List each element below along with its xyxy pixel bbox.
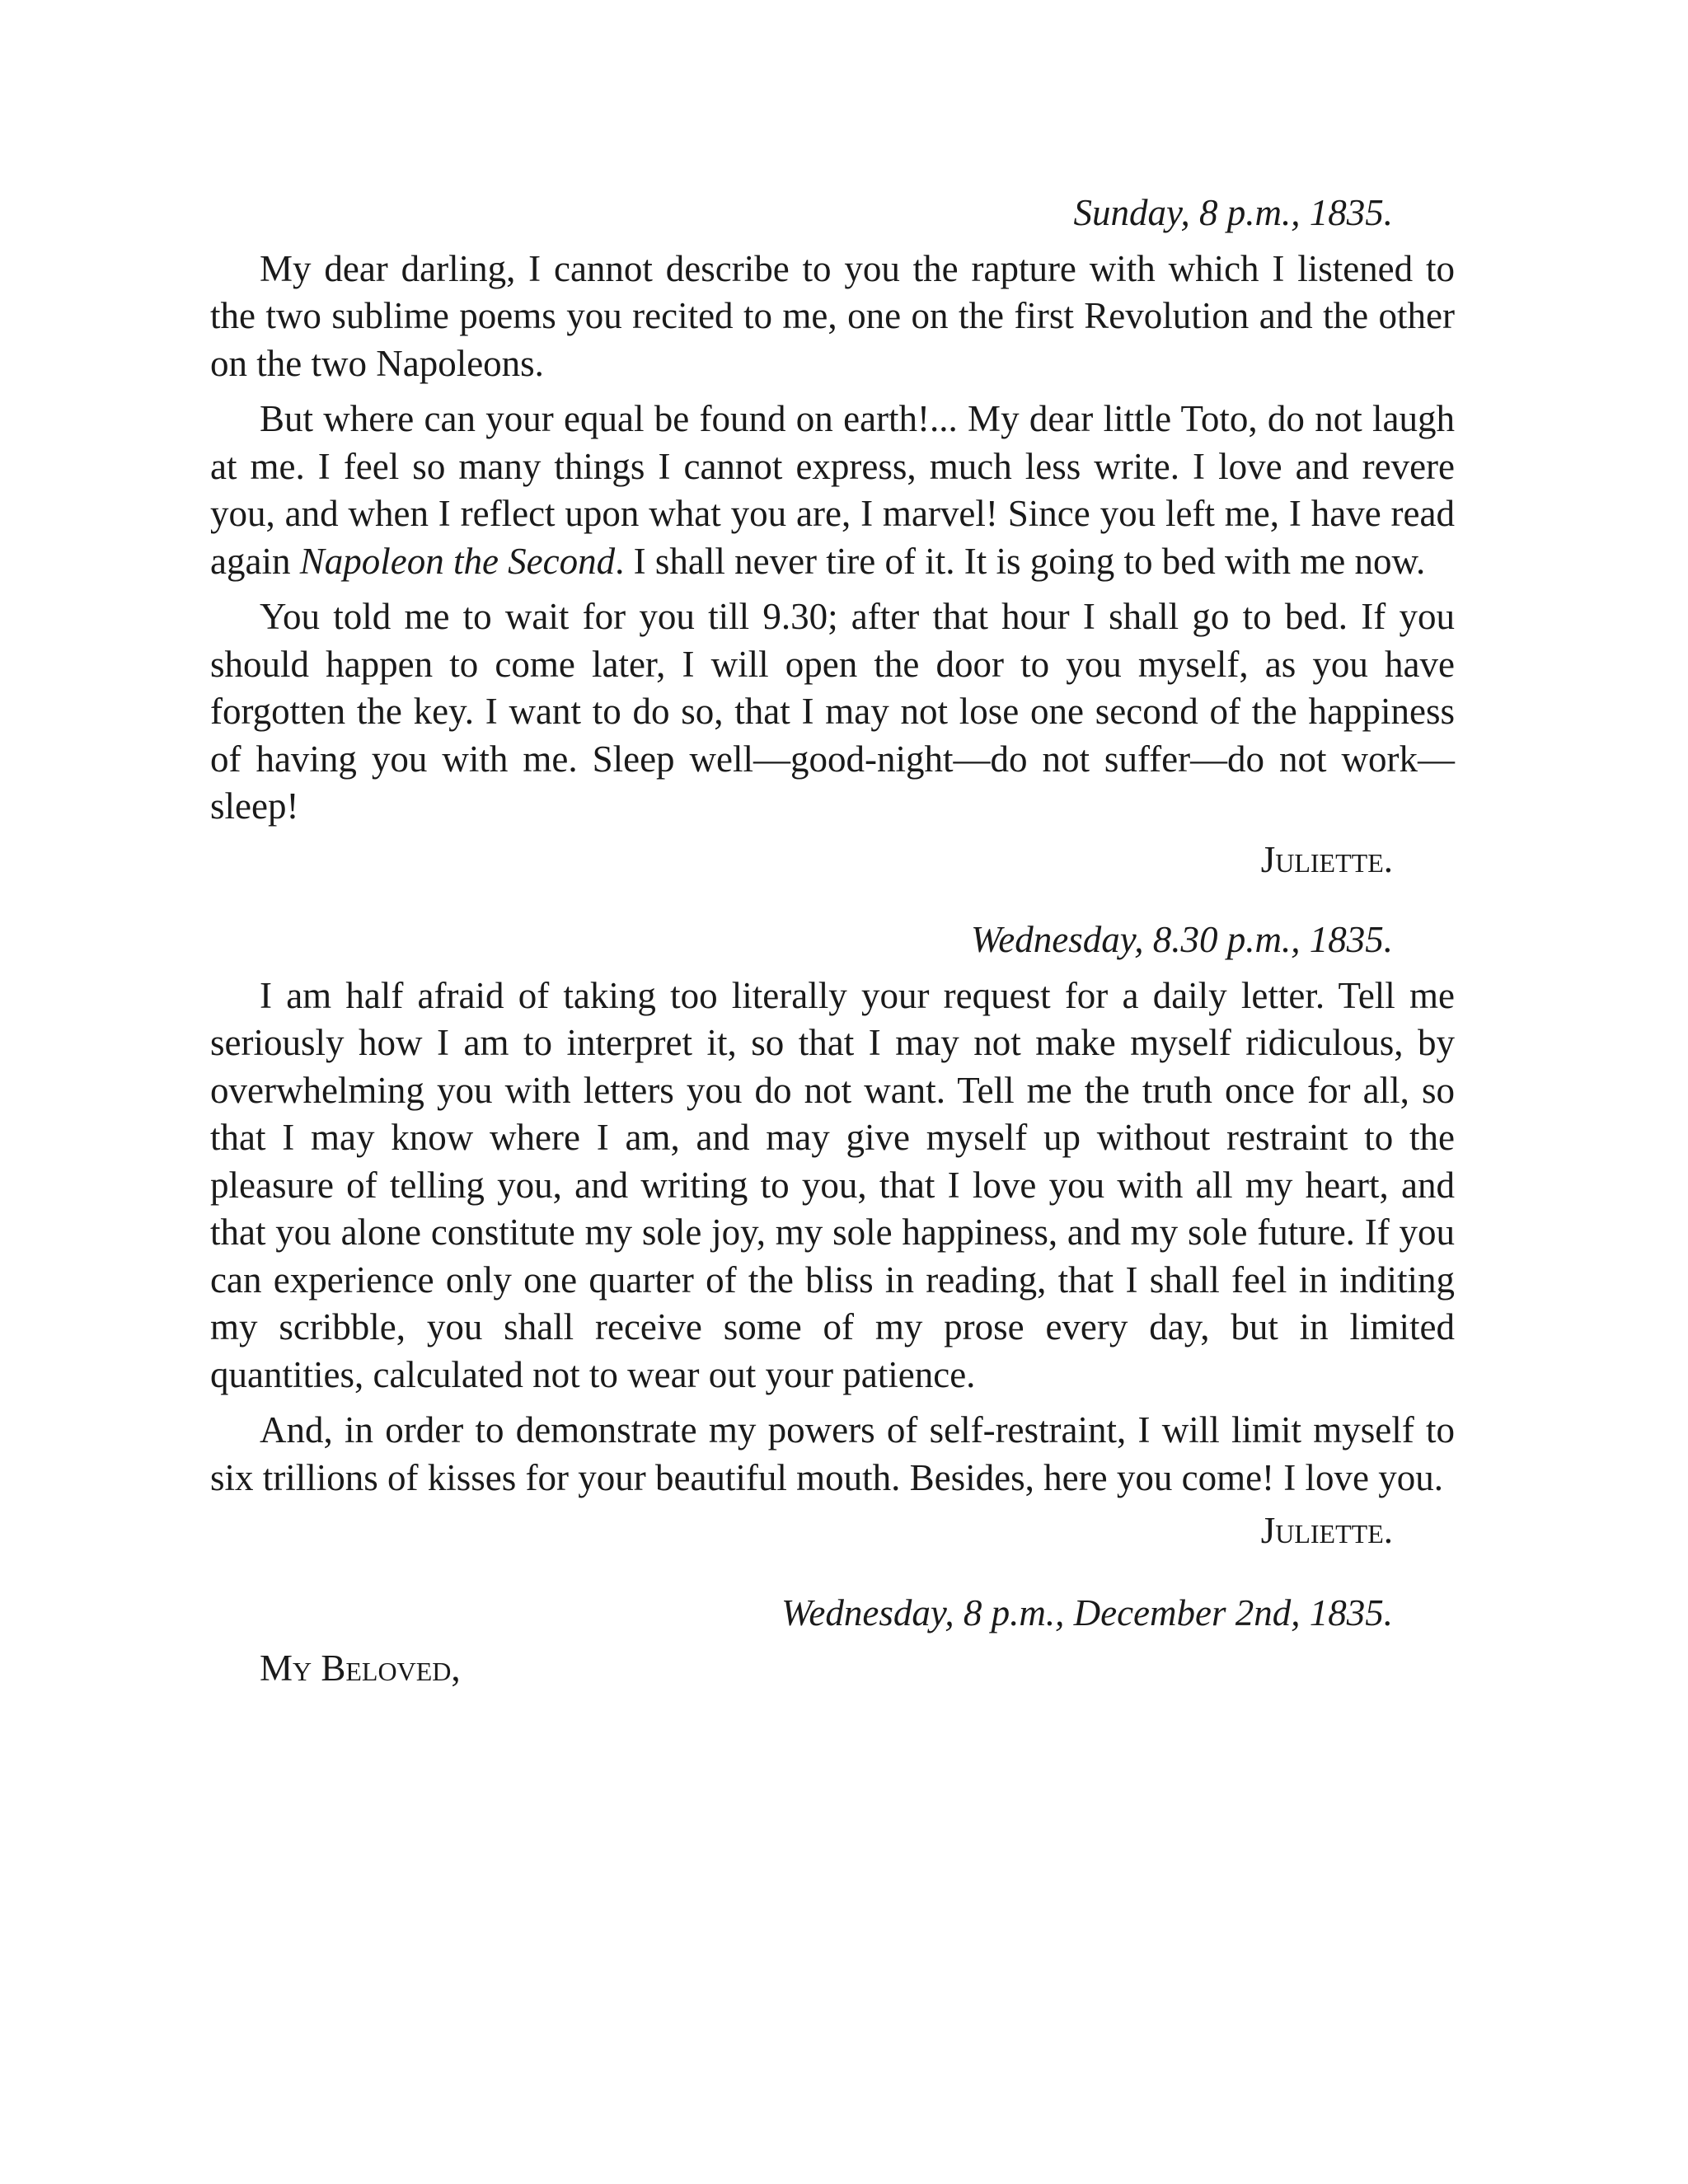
book-title: Napoleon the Second [299, 540, 616, 582]
letter-paragraph: You told me to wait for you till 9.30; after that hour I shall go to bed. If you should happen to come later, I will open the door to you myself, as you have forgotten the key. I want to do so, that I may not lose one second of the happiness of having you with me. Sleep well—good-night—do not suffer—do not work—sleep! [210, 596, 1455, 827]
letter-paragraph: My dear darling, I cannot describe to you the rapture with which I listened to the two sublime poems you recited to me, one on the first Revolution and the other on the two Napoleons. [210, 247, 1455, 384]
letter-signature: Juliette. [1260, 838, 1393, 880]
letter-1 [210, 190, 1455, 883]
document-page [210, 190, 1455, 1693]
letter-2 [210, 916, 1455, 1555]
letter-signature: Juliette. [1260, 1510, 1393, 1551]
paragraph-text: . I shall never tire of it. It is going to bed with me now. [615, 540, 1426, 582]
letter-paragraph [210, 396, 1455, 585]
letter-3 [210, 1590, 1455, 1693]
letter-dateline: Wednesday, 8.30 p.m., 1835. [970, 919, 1393, 960]
letter-salutation: My Beloved, [260, 1647, 461, 1689]
letter-paragraph: And, in order to demonstrate my powers of self-restraint, I will limit myself to six trillions of kisses for your beautiful mouth. Besides, here you come! I love you. [210, 1409, 1455, 1498]
paragraph-text: But where can your equal be found on earth!... My dear little Toto, do not laugh at me. I feel so many things I cannot express, much less write. I love and revere you, and when I reflect upon what you are, I marvel! Since you left me, I have read again [210, 398, 1455, 582]
letter-dateline: Sunday, 8 p.m., 1835. [1073, 192, 1393, 233]
letter-paragraph: I am half afraid of taking too literally your request for a daily letter. Tell me seriously how I am to interpret it, so that I may not make myself ridiculous, by overwhelming you with letters you do not want. Tell me the truth once for all, so that I may know where I am, and may give myself up without restraint to the pleasure of telling you, and writing to you, that I love you with all my heart, and that you alone constitute my sole joy, my sole happiness, and my sole future. If you can experience only one quarter of the bliss in reading, that I shall feel in inditing my scribble, you shall receive some of my prose every day, but in limited quantities, calculated not to wear out your patience. [210, 974, 1455, 1395]
letter-dateline: Wednesday, 8 p.m., December 2nd, 1835. [781, 1591, 1393, 1633]
